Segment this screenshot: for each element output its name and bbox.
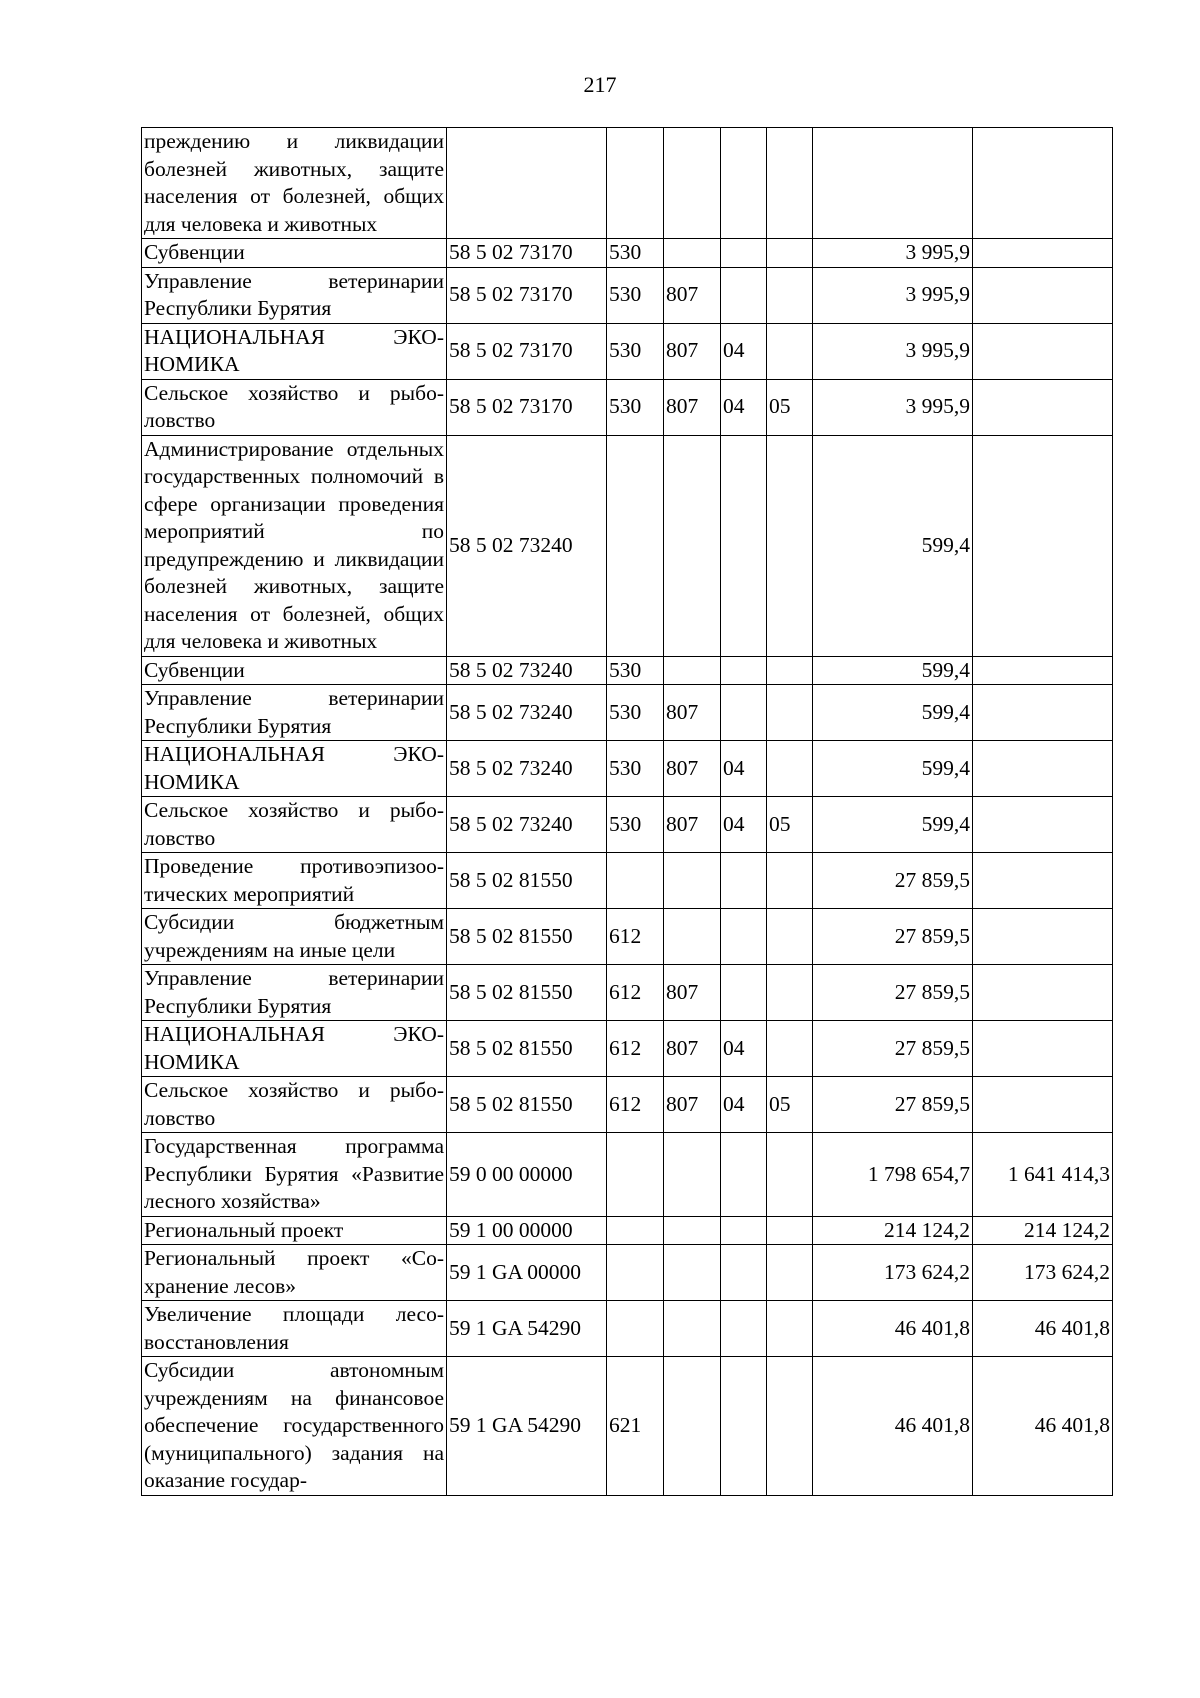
row-pr [767, 128, 813, 239]
row-rz: 04 [721, 1077, 767, 1133]
table-row [142, 1021, 1113, 1077]
row-code: 58 5 02 81550 [447, 1077, 607, 1133]
row-code: 58 5 02 81550 [447, 965, 607, 1021]
row-name: Государственная программа Республики Бурятия «Развитие лесного хозяйства» [142, 1133, 447, 1217]
row-name: Управление ветеринарии Республики Бурятия [142, 685, 447, 741]
row-sum-2 [973, 379, 1113, 435]
row-rz: 04 [721, 323, 767, 379]
row-sum-2 [973, 909, 1113, 965]
row-grbs: 807 [664, 965, 721, 1021]
row-sum-2 [973, 267, 1113, 323]
row-rz: 04 [721, 797, 767, 853]
row-code: 59 1 GA 54290 [447, 1301, 607, 1357]
row-code: 58 5 02 73240 [447, 797, 607, 853]
row-vr [607, 1245, 664, 1301]
row-vr: 530 [607, 797, 664, 853]
row-sum-1: 27 859,5 [813, 1077, 973, 1133]
row-pr [767, 267, 813, 323]
row-sum-2 [973, 685, 1113, 741]
row-grbs: 807 [664, 685, 721, 741]
row-vr: 530 [607, 685, 664, 741]
row-code: 58 5 02 81550 [447, 909, 607, 965]
row-sum-2 [973, 965, 1113, 1021]
row-sum-2: 214 124,2 [973, 1216, 1113, 1245]
table-row [142, 1216, 1113, 1245]
row-rz [721, 128, 767, 239]
row-rz [721, 435, 767, 656]
row-grbs: 807 [664, 323, 721, 379]
row-sum-1: 3 995,9 [813, 323, 973, 379]
row-sum-1: 3 995,9 [813, 239, 973, 268]
row-name: Сельское хозяйство и рыболовство [142, 797, 447, 853]
row-code: 58 5 02 73170 [447, 379, 607, 435]
row-pr [767, 656, 813, 685]
row-name: Администрирование отдельных государственных полномочий в сфере организации проведения мероприятий по предупреждению и ликвидации болезней животных, защите населения от болезней, общих для человека и животных [142, 435, 447, 656]
table-row [142, 379, 1113, 435]
row-rz [721, 909, 767, 965]
row-name: Субвенции [142, 239, 447, 268]
row-grbs: 807 [664, 267, 721, 323]
row-rz: 04 [721, 741, 767, 797]
row-sum-1: 46 401,8 [813, 1357, 973, 1496]
row-pr [767, 1133, 813, 1217]
row-rz [721, 1216, 767, 1245]
row-sum-2: 173 624,2 [973, 1245, 1113, 1301]
table-row [142, 1245, 1113, 1301]
row-code: 59 1 GA 54290 [447, 1357, 607, 1496]
row-code: 59 1 GA 00000 [447, 1245, 607, 1301]
table-row [142, 239, 1113, 268]
row-sum-2 [973, 128, 1113, 239]
row-code: 58 5 02 73240 [447, 435, 607, 656]
row-grbs: 807 [664, 797, 721, 853]
row-pr [767, 1021, 813, 1077]
row-code: 58 5 02 73240 [447, 656, 607, 685]
row-pr [767, 909, 813, 965]
table-row [142, 323, 1113, 379]
row-code: 58 5 02 73170 [447, 267, 607, 323]
row-sum-2 [973, 741, 1113, 797]
row-vr: 612 [607, 1077, 664, 1133]
row-grbs [664, 128, 721, 239]
row-code: 59 1 00 00000 [447, 1216, 607, 1245]
row-sum-2 [973, 797, 1113, 853]
row-name: Сельское хозяйство и рыболовство [142, 1077, 447, 1133]
row-sum-1: 599,4 [813, 656, 973, 685]
row-grbs [664, 853, 721, 909]
row-sum-2: 1 641 414,3 [973, 1133, 1113, 1217]
row-grbs: 807 [664, 1077, 721, 1133]
row-rz [721, 1245, 767, 1301]
row-grbs [664, 1245, 721, 1301]
row-name: Управление ветеринарии Республики Бурятия [142, 965, 447, 1021]
row-pr [767, 741, 813, 797]
row-vr [607, 853, 664, 909]
table-row [142, 685, 1113, 741]
row-rz [721, 239, 767, 268]
row-pr [767, 1245, 813, 1301]
row-pr [767, 853, 813, 909]
row-name: НАЦИОНАЛЬНАЯ ЭКОНОМИКА [142, 1021, 447, 1077]
row-name: Сельское хозяйство и рыболовство [142, 379, 447, 435]
budget-table [141, 127, 1113, 1496]
row-vr: 530 [607, 656, 664, 685]
row-vr: 530 [607, 741, 664, 797]
row-rz [721, 1357, 767, 1496]
row-rz [721, 267, 767, 323]
row-sum-1: 599,4 [813, 685, 973, 741]
row-vr: 621 [607, 1357, 664, 1496]
row-sum-2 [973, 656, 1113, 685]
table-row [142, 1077, 1113, 1133]
row-vr [607, 1301, 664, 1357]
row-sum-1: 27 859,5 [813, 909, 973, 965]
row-name: Субсидии автономным учреждениям на финансовое обеспечение государственного (муниципального) задания на оказание государ- [142, 1357, 447, 1496]
row-sum-1: 599,4 [813, 797, 973, 853]
row-grbs: 807 [664, 1021, 721, 1077]
row-sum-1: 214 124,2 [813, 1216, 973, 1245]
row-code: 58 5 02 73170 [447, 239, 607, 268]
table-row [142, 741, 1113, 797]
row-grbs [664, 909, 721, 965]
row-vr: 530 [607, 239, 664, 268]
row-sum-1 [813, 128, 973, 239]
row-code: 58 5 02 81550 [447, 1021, 607, 1077]
row-grbs [664, 435, 721, 656]
row-grbs [664, 656, 721, 685]
row-grbs [664, 1216, 721, 1245]
row-pr [767, 239, 813, 268]
row-name: Субсидии бюджетным учреждениям на иные цели [142, 909, 447, 965]
row-sum-1: 46 401,8 [813, 1301, 973, 1357]
row-rz [721, 685, 767, 741]
row-name: Региональный проект «Сохранение лесов» [142, 1245, 447, 1301]
row-vr [607, 128, 664, 239]
row-sum-1: 599,4 [813, 435, 973, 656]
row-pr [767, 1216, 813, 1245]
row-rz [721, 1133, 767, 1217]
row-vr: 612 [607, 909, 664, 965]
row-sum-2 [973, 853, 1113, 909]
row-sum-1: 173 624,2 [813, 1245, 973, 1301]
row-sum-1: 1 798 654,7 [813, 1133, 973, 1217]
table-row [142, 1133, 1113, 1217]
row-sum-2 [973, 1021, 1113, 1077]
row-rz: 04 [721, 379, 767, 435]
row-rz [721, 965, 767, 1021]
table-row [142, 267, 1113, 323]
row-pr [767, 685, 813, 741]
row-sum-1: 3 995,9 [813, 267, 973, 323]
row-vr: 530 [607, 379, 664, 435]
row-pr [767, 965, 813, 1021]
row-vr [607, 1216, 664, 1245]
row-sum-1: 27 859,5 [813, 1021, 973, 1077]
row-sum-2 [973, 435, 1113, 656]
row-sum-2: 46 401,8 [973, 1301, 1113, 1357]
row-sum-2: 46 401,8 [973, 1357, 1113, 1496]
row-pr: 05 [767, 797, 813, 853]
row-vr: 530 [607, 267, 664, 323]
row-sum-1: 599,4 [813, 741, 973, 797]
table-row [142, 128, 1113, 239]
row-sum-2 [973, 1077, 1113, 1133]
row-rz [721, 853, 767, 909]
row-code: 58 5 02 73240 [447, 741, 607, 797]
row-pr: 05 [767, 1077, 813, 1133]
table-row [142, 1357, 1113, 1496]
table-row [142, 435, 1113, 656]
row-pr [767, 323, 813, 379]
table-row [142, 656, 1113, 685]
row-name: Проведение противоэпизоотических мероприятий [142, 853, 447, 909]
row-rz [721, 1301, 767, 1357]
row-vr: 530 [607, 323, 664, 379]
table-row [142, 853, 1113, 909]
row-pr [767, 1301, 813, 1357]
row-sum-1: 3 995,9 [813, 379, 973, 435]
row-grbs: 807 [664, 741, 721, 797]
row-pr: 05 [767, 379, 813, 435]
row-name: Управление ветеринарии Республики Бурятия [142, 267, 447, 323]
row-name: Увеличение площади лесовосстановления [142, 1301, 447, 1357]
row-sum-1: 27 859,5 [813, 965, 973, 1021]
row-vr: 612 [607, 1021, 664, 1077]
row-grbs: 807 [664, 379, 721, 435]
table-row [142, 909, 1113, 965]
row-grbs [664, 1301, 721, 1357]
row-name: преждению и ликвидации болезней животных, защите населения от болезней, общих для человека и животных [142, 128, 447, 239]
row-name: НАЦИОНАЛЬНАЯ ЭКОНОМИКА [142, 323, 447, 379]
row-name: Региональный проект [142, 1216, 447, 1245]
row-name: Субвенции [142, 656, 447, 685]
table-row [142, 797, 1113, 853]
row-code: 58 5 02 73170 [447, 323, 607, 379]
row-sum-1: 27 859,5 [813, 853, 973, 909]
row-grbs [664, 1133, 721, 1217]
row-grbs [664, 239, 721, 268]
row-vr [607, 435, 664, 656]
row-sum-2 [973, 323, 1113, 379]
row-name: НАЦИОНАЛЬНАЯ ЭКОНОМИКА [142, 741, 447, 797]
row-code [447, 128, 607, 239]
row-pr [767, 435, 813, 656]
page-number: 217 [583, 72, 617, 97]
row-code: 58 5 02 73240 [447, 685, 607, 741]
row-pr [767, 1357, 813, 1496]
row-rz [721, 656, 767, 685]
table-row [142, 965, 1113, 1021]
row-rz: 04 [721, 1021, 767, 1077]
row-code: 58 5 02 81550 [447, 853, 607, 909]
table-row [142, 1301, 1113, 1357]
row-grbs [664, 1357, 721, 1496]
row-code: 59 0 00 00000 [447, 1133, 607, 1217]
row-vr: 612 [607, 965, 664, 1021]
row-vr [607, 1133, 664, 1217]
row-sum-2 [973, 239, 1113, 268]
